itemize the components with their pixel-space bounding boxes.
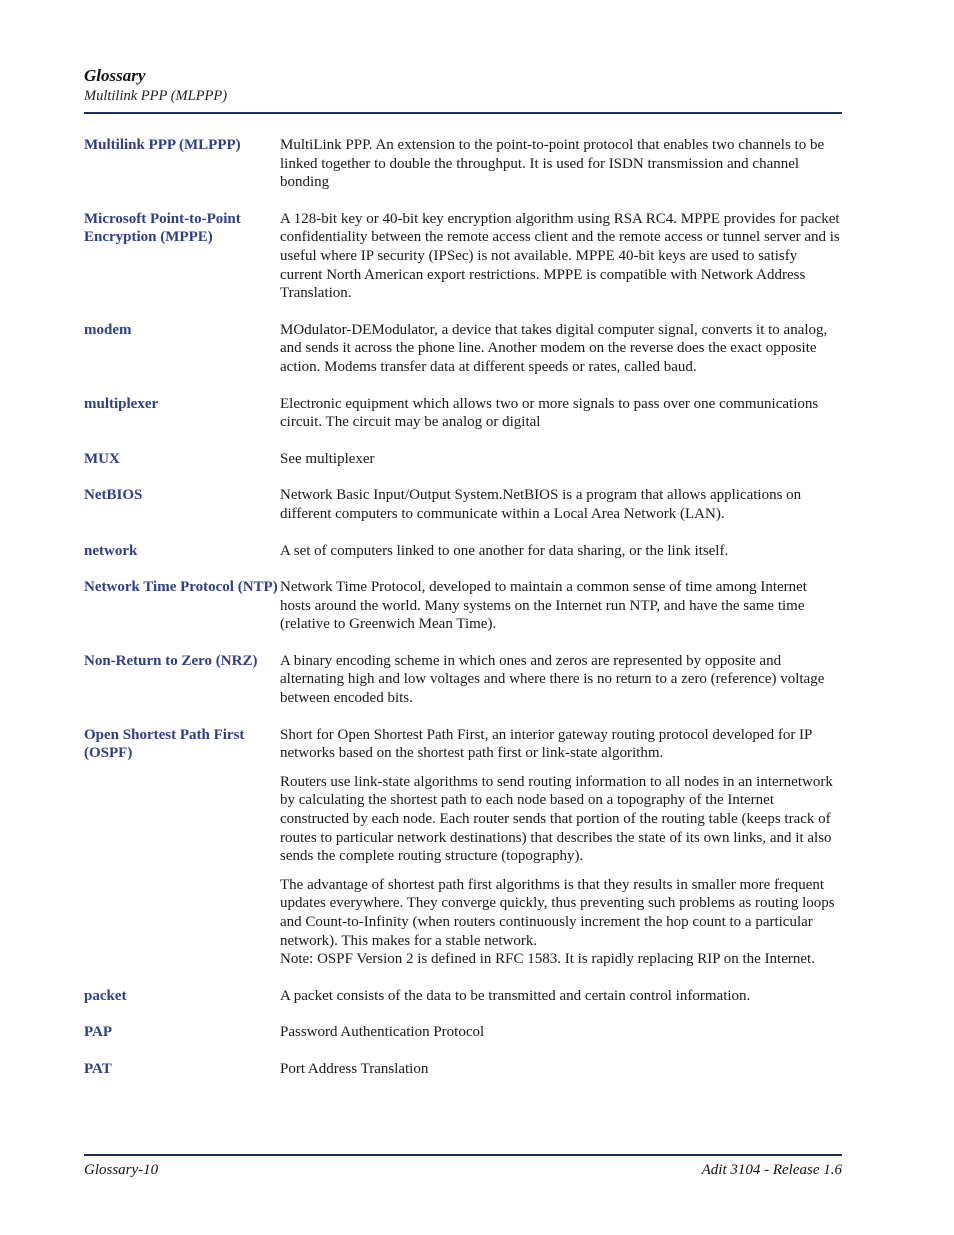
glossary-definition <box>280 1023 840 1042</box>
glossary-definition <box>280 578 840 634</box>
definition-paragraph: A set of computers linked to one another for data sharing, or the link itself. <box>280 542 729 559</box>
glossary-term: PAP <box>84 1024 113 1041</box>
glossary-definition <box>280 542 840 561</box>
definition-paragraph: Password Authentication Protocol <box>280 1024 485 1041</box>
glossary-definition <box>280 486 840 523</box>
definition-paragraph: MultiLink PPP. An extension to the point-to-point protocol that enables two channels to be linked together to double the throughput. It is used for ISDN transmission and channel bonding <box>280 137 825 191</box>
header-subtitle: Multilink PPP (MLPPP) <box>84 88 228 104</box>
definition-paragraph: A 128-bit key or 40-bit key encryption algorithm using RSA RC4. MPPE provides for packet confidentiality between the remote access client and the remote access or tunnel server and is useful where IP security (IPSec) is not available. MPPE 40-bit keys are used to satisfy current North American export restrictions. MPPE is compatible with Network Address Translation. <box>280 210 840 302</box>
definition-paragraph: The advantage of shortest path first algorithms is that they results in smaller more frequent updates everywhere. They converge quickly, thus preventing such problems as routing loops and Count-to-Infinity (when routers continuously increment the hop count to a particular network). This makes for a stable network. Note: OSPF Version 2 is defined in RFC 1583. It is rapidly replacing RIP on the Internet. <box>280 876 835 968</box>
glossary-definition <box>280 1060 840 1079</box>
definition-paragraph: A binary encoding scheme in which ones and zeros are represented by opposite and alternating high and low voltages and where there is no return to a zero (reference) voltage between encoded bits. <box>280 652 825 707</box>
glossary-term: NetBIOS <box>84 487 143 504</box>
definition-paragraph: Port Address Translation <box>280 1060 429 1077</box>
definition-paragraph: A packet consists of the data to be transmitted and certain control information. <box>280 987 751 1004</box>
footer-page-number: Glossary-10 <box>84 1162 159 1178</box>
glossary-term: Non-Return to Zero (NRZ) <box>84 652 258 669</box>
glossary-term: Open Shortest Path First (OSPF) <box>84 726 245 762</box>
definition-paragraph: See multiplexer <box>280 450 375 467</box>
page-header <box>84 66 842 105</box>
glossary-term: packet <box>84 987 127 1004</box>
glossary-entry <box>84 395 842 432</box>
glossary-entry <box>84 321 842 377</box>
footer-document-title: Adit 3104 - Release 1.6 <box>701 1162 842 1178</box>
glossary-term: modem <box>84 321 132 338</box>
glossary-entry <box>84 486 842 523</box>
glossary-entry <box>84 987 842 1006</box>
footer-rule <box>84 1154 842 1156</box>
glossary-entry <box>84 1023 842 1042</box>
glossary-entry <box>84 450 842 469</box>
glossary-term: multiplexer <box>84 395 159 412</box>
glossary-definition <box>280 210 840 303</box>
glossary-entry <box>84 652 842 708</box>
glossary-term: Microsoft Point-to-Point Encryption (MPPE) <box>84 210 241 246</box>
glossary-entry <box>84 578 842 634</box>
glossary-entry <box>84 542 842 561</box>
glossary-entry <box>84 136 842 192</box>
definition-paragraph: Short for Open Shortest Path First, an interior gateway routing protocol developed for IP networks based on the shortest path first or link-state algorithm. <box>280 726 812 762</box>
glossary-entries <box>84 136 842 1097</box>
definition-paragraph: Routers use link-state algorithms to send routing information to all nodes in an internetwork by calculating the shortest path to each node based on a topography of the Internet constructed by each node. Each router sends that portion of the routing table (keeps track of routes to particular network destinations) that describes the state of its own links, and it also sends the complete routing structure (topography). <box>280 773 833 865</box>
header-rule <box>84 112 842 114</box>
glossary-definition <box>280 987 840 1006</box>
header-title: Glossary <box>84 66 146 85</box>
glossary-definition <box>280 652 840 708</box>
glossary-term: PAT <box>84 1060 112 1077</box>
glossary-definition <box>280 136 840 192</box>
glossary-term: Network Time Protocol (NTP) <box>84 579 278 596</box>
glossary-definition <box>280 321 840 377</box>
glossary-definition <box>280 726 840 969</box>
glossary-term: Multilink PPP (MLPPP) <box>84 137 241 153</box>
definition-paragraph: Electronic equipment which allows two or more signals to pass over one communications circuit. The circuit may be analog or digital <box>280 395 819 431</box>
glossary-entry <box>84 726 842 969</box>
definition-paragraph: MOdulator-DEModulator, a device that takes digital computer signal, converts it to analog, and sends it across the phone line. Another modem on the reverse does the exact opposite action. Modems transfer data at different speeds or rates, called baud. <box>280 321 828 375</box>
glossary-entry <box>84 210 842 303</box>
definition-paragraph: Network Basic Input/Output System.NetBIOS is a program that allows applications on different computers to communicate within a Local Area Network (LAN). <box>280 487 802 522</box>
definition-paragraph: Network Time Protocol, developed to maintain a common sense of time among Internet hosts around the world. Many systems on the Internet run NTP, and have the same time (relative to Greenwich Mean Time). <box>280 579 807 633</box>
glossary-term: MUX <box>84 450 120 467</box>
glossary-term: network <box>84 542 138 559</box>
glossary-definition <box>280 395 840 432</box>
glossary-entry <box>84 1060 842 1079</box>
glossary-definition <box>280 450 840 469</box>
